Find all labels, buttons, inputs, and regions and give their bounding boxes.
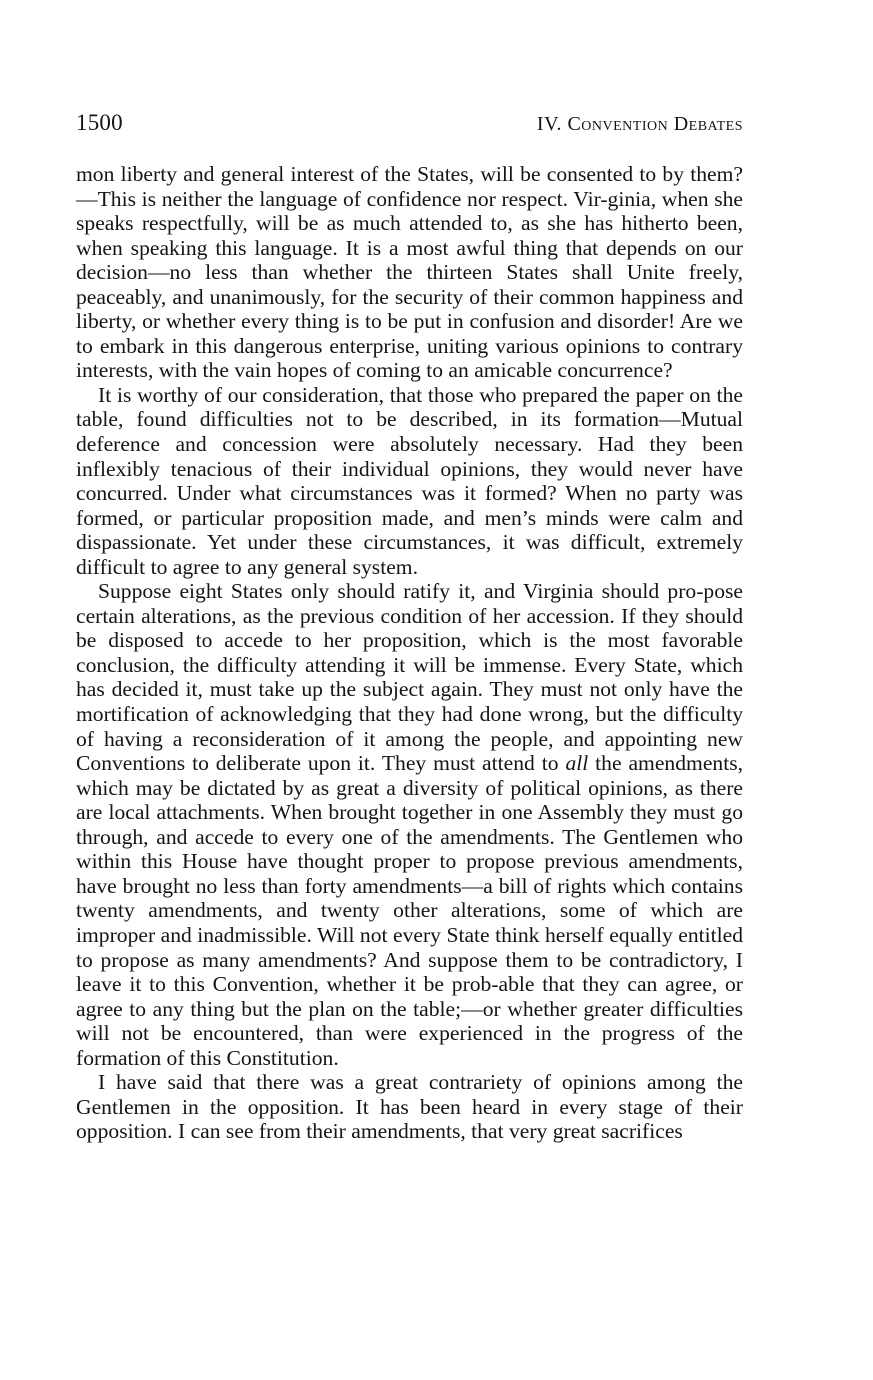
paragraph-text-after-italic: the amendments, which may be dictated by as great a diversity of political opinions, as there are local attachments. When brought together in one Assembly they must go through, and accede to every one of the amendments. The Gentlemen who within this House have thought proper to propose previous amendments, have brought no less than forty amendments—a bill of rights which contains twenty amendments, and twenty other alterations, some of which are improper and inadmissible. Will not every State think herself equally entitled to propose as many amendments? And suppose them to be contradictory, I leave it to this Convention, whether it be prob-able that they can agree, or agree to any thing but the plan on the table;—or whether greater difficulties will not be encountered, than were experienced in the progress of the formation of this Constitution.: [76, 751, 743, 1070]
italic-emphasis: all: [565, 751, 589, 776]
body-text: [76, 162, 743, 1144]
running-head: IV. Convention Debates: [536, 113, 743, 135]
paragraph-contrariety: I have said that there was a great contrariety of opinions among the Gentlemen in the opposition. It has been heard in every stage of their opposition. I can see from their amendments, that very great sacrifices: [76, 1070, 743, 1144]
paragraph-continuation: mon liberty and general interest of the States, will be consented to by them?—This is neither the language of confidence nor respect. Vir-ginia, when she speaks respectfully, will be as much attended to, as she has hitherto been, when speaking this language. It is a most awful thing that depends on our decision—no less than whether the thirteen States shall Unite freely, peaceably, and unanimously, for the security of their common happiness and liberty, or whether every thing is to be put in confusion and disorder! Are we to embark in this dangerous enterprise, uniting various opinions to contrary interests, with the vain hopes of coming to an amicable concurrence?: [76, 162, 743, 383]
paragraph-consideration: It is worthy of our consideration, that those who prepared the paper on the table, found difficulties not to be described, in its formation—Mutual deference and concession were absolutely necessary. Had they been inflexibly tenacious of their individual opinions, they would never have concurred. Under what circumstances was it formed? When no party was formed, or particular proposition made, and men’s minds were calm and dispassionate. Yet under these circumstances, it was difficult, extremely difficult to agree to any general system.: [76, 382, 743, 579]
page-number: 1500: [76, 110, 123, 135]
paragraph-text-before-italic: Suppose eight States only should ratify it, and Virginia should pro-pose certain alterations, as the previous condition of her accession. If they should be disposed to accede to her proposition, which is the most favorable conclusion, the difficulty attending it will be immense. Every State, which has decided it, must take up the subject again. They must not only have the mortification of acknowledging that they had done wrong, but the difficulty of having a reconsideration of it among the people, and appointing new Conventions to deliberate upon it. They must attend to: [76, 579, 743, 776]
page-header: [76, 110, 743, 144]
paragraph-eight-states: [76, 579, 743, 1070]
